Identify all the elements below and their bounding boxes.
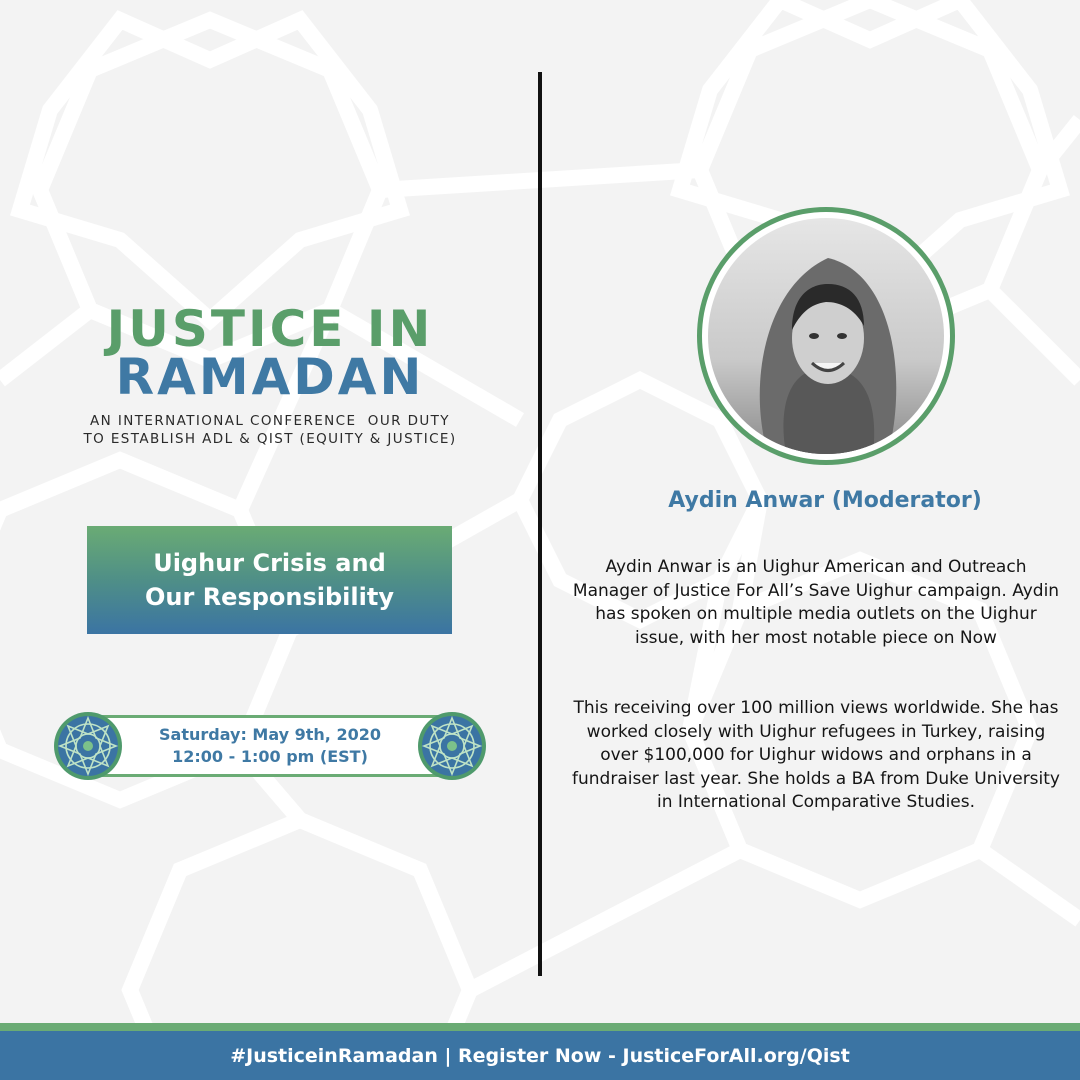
- medallion-icon: [416, 710, 488, 782]
- session-title-line2: Our Responsibility: [145, 583, 394, 611]
- speaker-name: Aydin Anwar (Moderator): [668, 488, 982, 513]
- session-title-line1: Uighur Crisis and: [153, 549, 386, 577]
- footer-register-text: #JusticeinRamadan | Register Now - JusticeForAll.org/Qist: [230, 1044, 850, 1067]
- footer-accent-strip: [0, 1023, 1080, 1031]
- schedule-band: [84, 715, 456, 777]
- schedule-time: 12:00 - 1:00 pm (EST): [172, 747, 368, 766]
- event-subtitle-line2: TO ESTABLISH ADL & QIST (EQUITY & JUSTICE): [83, 431, 457, 447]
- event-title-line1: JUSTICE IN: [106, 300, 434, 358]
- event-subtitle-line1: AN INTERNATIONAL CONFERENCE OUR DUTY: [90, 413, 450, 429]
- session-title: [110, 546, 430, 614]
- event-title-line2: RAMADAN: [115, 348, 425, 406]
- speaker-photo-frame: [697, 207, 955, 465]
- event-subtitle: [40, 412, 500, 448]
- schedule-date: Saturday: May 9th, 2020: [159, 725, 381, 744]
- speaker-bio-paragraph-2: This receiving over 100 million views worldwide. She has worked closely with Uighur refugees in Turkey, raising over $100,000 for Uighur widows and orphans in a fundraiser last year. She holds a BA from Duke University in International Comparative Studies.: [572, 698, 1060, 812]
- speaker-photo: [708, 218, 944, 454]
- speaker-bio-paragraph-1: Aydin Anwar is an Uighur American and Outreach Manager of Justice For All’s Save Uighur campaign. Aydin has spoken on multiple media outlets on the Uighur issue, with her most notable piece on Now: [572, 557, 1060, 648]
- session-title-box: [87, 526, 452, 634]
- medallion-icon: [52, 710, 124, 782]
- vertical-divider: [538, 72, 542, 976]
- footer-bar: [0, 1031, 1080, 1080]
